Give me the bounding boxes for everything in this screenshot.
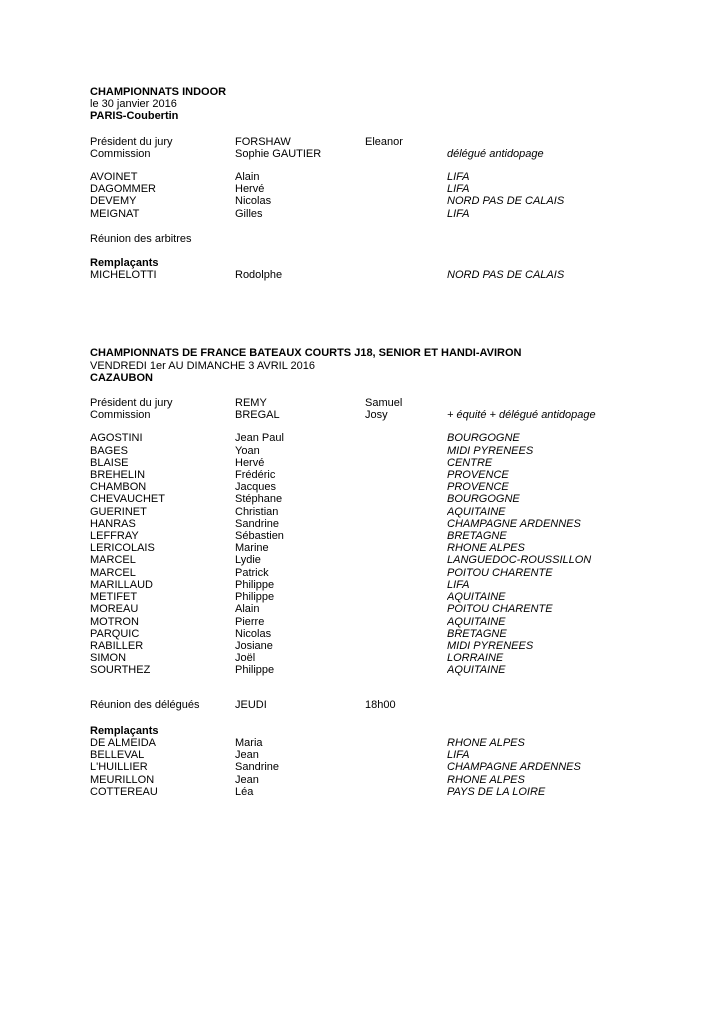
firstname-cell: Hervé [235,456,265,469]
firstname-cell: Frédéric [235,469,276,482]
meeting-row [90,699,684,711]
official-row [90,664,684,676]
firstname-cell: Jacques [235,481,276,494]
lastname-cell: MARCEL [90,554,136,567]
region-cell: POITOU CHARENTE [447,603,553,616]
lastname-cell: MEIGNAT [90,207,140,220]
replacement-row [90,269,684,281]
firstname-cell: Léa [235,785,254,798]
region-cell: PAYS DE LA LOIRE [447,785,546,798]
lastname-cell: MARILLAUD [90,578,153,591]
official-row [90,481,684,493]
region-cell: PROVENCE [447,481,509,494]
lastname-cell: SOURTHEZ [90,664,151,677]
official-row [90,591,684,603]
official-row [90,579,684,591]
section-title: CHAMPIONNATS DE FRANCE BATEAUX COURTS J18, SENIOR ET HANDI-AVIRON [90,347,522,360]
meeting-time: 18h00 [365,698,396,711]
jury-row [90,136,684,148]
official-row [90,518,684,530]
official-row [90,195,684,207]
official-row [90,432,684,444]
firstname-cell: Josy [365,409,388,422]
lastname-cell: HANRAS [90,517,136,530]
region-cell: AQUITAINE [447,505,506,518]
region-cell: LIFA [447,749,470,762]
lastname-cell: RABILLER [90,639,144,652]
lastname-cell: DEVEMY [90,195,137,208]
replacements-list [90,269,684,281]
officials-list [90,171,684,220]
region-cell: MIDI PYRENEES [447,444,534,457]
replacements-heading: Remplaçants [90,257,159,270]
lastname-cell: CHAMBON [90,481,147,494]
lastname-cell: BREGAL [235,409,280,422]
firstname-cell: Maria [235,736,263,749]
firstname-cell: Nicolas [235,195,272,208]
jury-row [90,148,684,160]
replacement-row [90,749,684,761]
firstname-cell: Rodolphe [235,269,283,282]
lastname-cell: FORSHAW [235,135,291,148]
lastname-cell: BLAISE [90,456,129,469]
lastname-cell: Sophie GAUTIER [235,147,322,160]
firstname-cell: Pierre [235,615,265,628]
meeting-day: JEUDI [235,698,267,711]
official-row [90,603,684,615]
note-cell: délégué antidopage [447,147,544,160]
official-row [90,567,684,579]
official-row [90,542,684,554]
section-date: VENDREDI 1er AU DIMANCHE 3 AVRIL 2016 [90,359,315,372]
official-row [90,171,684,183]
firstname-cell: Philippe [235,664,275,677]
region-cell: LORRAINE [447,652,504,665]
lastname-cell: LERICOLAIS [90,542,155,555]
official-row [90,628,684,640]
firstname-cell: Stéphane [235,493,283,506]
region-cell: NORD PAS DE CALAIS [447,269,565,282]
official-row [90,208,684,220]
lastname-cell: REMY [235,397,267,410]
jury-row [90,409,684,421]
firstname-cell: Nicolas [235,627,272,640]
role-cell: Commission [90,147,151,160]
lastname-cell: MOREAU [90,603,139,616]
region-cell: NORD PAS DE CALAIS [447,195,565,208]
firstname-cell: Sandrine [235,761,280,774]
firstname-cell: Marine [235,542,269,555]
lastname-cell: AVOINET [90,171,138,184]
official-row [90,652,684,664]
lastname-cell: PARQUIC [90,627,140,640]
firstname-cell: Jean Paul [235,432,284,445]
firstname-cell: Gilles [235,207,263,220]
lastname-cell: MICHELOTTI [90,269,157,282]
lastname-cell: L'HUILLIER [90,761,148,774]
region-cell: PROVENCE [447,469,509,482]
jury-block [90,136,684,160]
region-cell: RHONE ALPES [447,736,525,749]
lastname-cell: DE ALMEIDA [90,736,157,749]
firstname-cell: Sébastien [235,530,284,543]
section-location: CAZAUBON [90,371,153,384]
jury-block [90,397,684,421]
lastname-cell: LEFFRAY [90,530,139,543]
lastname-cell: COTTEREAU [90,785,158,798]
role-cell: Président du jury [90,135,173,148]
lastname-cell: CHEVAUCHET [90,493,165,506]
section-title: CHAMPIONNATS INDOOR [90,86,227,98]
region-cell: LIFA [447,183,470,196]
region-cell: POITOU CHARENTE [447,566,553,579]
role-cell: Président du jury [90,397,173,410]
firstname-cell: Joël [235,652,256,665]
official-row [90,616,684,628]
region-cell: MIDI PYRENEES [447,639,534,652]
official-row [90,457,684,469]
replacement-row [90,774,684,786]
lastname-cell: METIFET [90,591,138,604]
firstname-cell: Josiane [235,639,273,652]
meeting-label: Réunion des délégués [90,698,200,711]
firstname-cell: Christian [235,505,279,518]
officials-list [90,432,684,676]
region-cell: BOURGOGNE [447,432,520,445]
replacements-heading: Remplaçants [90,724,159,737]
region-cell: CHAMPAGNE ARDENNES [447,761,581,774]
lastname-cell: SIMON [90,652,127,665]
note-cell: + équité + délégué antidopage [447,409,596,422]
official-row [90,469,684,481]
firstname-cell: Yoan [235,444,260,457]
region-cell: RHONE ALPES [447,773,525,786]
section-heading [90,86,684,123]
firstname-cell: Philippe [235,591,275,604]
official-row [90,183,684,195]
section-bateaux-courts [90,347,684,798]
meeting-label: Réunion des arbitres [90,232,192,245]
region-cell: LIFA [447,578,470,591]
firstname-cell: Jean [235,773,259,786]
region-cell: BRETAGNE [447,627,507,640]
lastname-cell: MEURILLON [90,773,155,786]
lastname-cell: MOTRON [90,615,139,628]
firstname-cell: Hervé [235,183,265,196]
firstname-cell: Eleanor [365,135,403,148]
jury-row [90,397,684,409]
region-cell: CENTRE [447,456,493,469]
region-cell: LANGUEDOC-ROUSSILLON [447,554,592,567]
region-cell: RHONE ALPES [447,542,525,555]
lastname-cell: BAGES [90,444,128,457]
replacement-row [90,761,684,773]
lastname-cell: BREHELIN [90,469,146,482]
official-row [90,506,684,518]
region-cell: BOURGOGNE [447,493,520,506]
official-row [90,493,684,505]
firstname-cell: Alain [235,171,260,184]
region-cell: AQUITAINE [447,591,506,604]
firstname-cell: Philippe [235,578,275,591]
section-date: le 30 janvier 2016 [90,98,177,111]
meeting-row [90,233,684,245]
firstname-cell: Patrick [235,566,269,579]
region-cell: LIFA [447,171,470,184]
official-row [90,445,684,457]
lastname-cell: MARCEL [90,566,136,579]
lastname-cell: GUERINET [90,505,147,518]
lastname-cell: AGOSTINI [90,432,143,445]
region-cell: BRETAGNE [447,530,507,543]
region-cell: AQUITAINE [447,664,506,677]
firstname-cell: Alain [235,603,260,616]
replacement-row [90,786,684,798]
lastname-cell: BELLEVAL [90,749,145,762]
region-cell: CHAMPAGNE ARDENNES [447,517,581,530]
section-location: PARIS-Coubertin [90,110,179,123]
firstname-cell: Samuel [365,397,403,410]
replacements-list [90,737,684,798]
section-championnats-indoor [90,86,684,281]
region-cell: AQUITAINE [447,615,506,628]
official-row [90,640,684,652]
region-cell: LIFA [447,207,470,220]
lastname-cell: DAGOMMER [90,183,156,196]
official-row [90,530,684,542]
official-row [90,554,684,566]
firstname-cell: Jean [235,749,259,762]
section-heading [90,347,684,384]
firstname-cell: Lydie [235,554,261,567]
firstname-cell: Sandrine [235,517,280,530]
replacement-row [90,737,684,749]
role-cell: Commission [90,409,151,422]
